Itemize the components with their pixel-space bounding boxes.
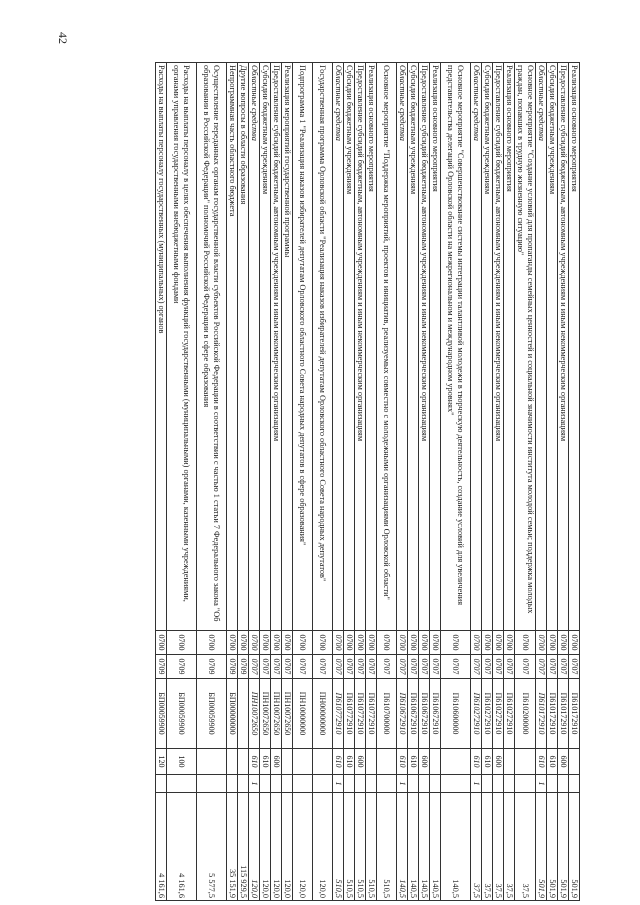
source-code <box>313 775 333 793</box>
target-article-code: ПН10072650 <box>271 679 282 749</box>
expense-type-code: 610 <box>249 749 260 775</box>
table-row <box>397 63 408 901</box>
target-article-code: П610672910 <box>430 679 441 749</box>
table-row <box>333 63 344 901</box>
target-article-code: П610672910 <box>397 679 408 749</box>
expense-type-code <box>313 749 333 775</box>
source-code <box>197 775 227 793</box>
section-code: 0700 <box>536 631 547 655</box>
row-name: Предоставление субсидий бюджетным, автономным учреждениям и иным некоммерческим организациям <box>271 63 282 631</box>
section-code: 0700 <box>333 631 344 655</box>
source-code <box>293 775 313 793</box>
subsection-code: 0707 <box>355 655 366 679</box>
amount: 120,0 <box>249 793 260 901</box>
section-code: 0700 <box>355 631 366 655</box>
row-name: Основное мероприятие "Поддержка мероприятий, проектов и инициатив, реализуемых совместно с молодежными организациями Орловской области" <box>377 63 397 631</box>
table-row <box>227 63 238 901</box>
table-row <box>482 63 493 901</box>
table-row <box>313 63 333 901</box>
row-name: Субсидии бюджетным учреждениям <box>482 63 493 631</box>
subsection-code: 0707 <box>293 655 313 679</box>
row-name: Предоставление субсидий бюджетным, автономным учреждениям и иным некоммерческим организациям <box>419 63 430 631</box>
target-article-code: П610172910 <box>558 679 569 749</box>
target-article-code: П610172910 <box>547 679 558 749</box>
subsection-code: 0707 <box>547 655 558 679</box>
subsection-code: 0707 <box>419 655 430 679</box>
target-article-code: БП00000000 <box>227 679 238 749</box>
subsection-code: 0709 <box>197 655 227 679</box>
expense-type-code <box>366 749 377 775</box>
row-name: Реализация основного мероприятия <box>366 63 377 631</box>
expense-type-code <box>430 749 441 775</box>
amount: 4 161,6 <box>156 793 167 901</box>
table-row <box>547 63 558 901</box>
expense-type-code: 600 <box>558 749 569 775</box>
target-article-code: П610172910 <box>536 679 547 749</box>
expense-type-code <box>441 749 471 775</box>
source-code: 1 <box>536 775 547 793</box>
table-row <box>355 63 366 901</box>
section-code: 0700 <box>249 631 260 655</box>
expense-type-code <box>515 749 536 775</box>
table-row <box>377 63 397 901</box>
target-article-code: П610772910 <box>333 679 344 749</box>
source-code <box>344 775 355 793</box>
subsection-code: 0707 <box>313 655 333 679</box>
section-code: 0700 <box>282 631 293 655</box>
source-code <box>366 775 377 793</box>
expense-type-code: 610 <box>260 749 271 775</box>
source-code: 1 <box>471 775 482 793</box>
expense-type-code <box>293 749 313 775</box>
table-row <box>430 63 441 901</box>
subsection-code: 0707 <box>504 655 515 679</box>
row-name: Основное мероприятие "Совершенствование системы интеграции талантливой молодежи в творческую деятельность, создание условий для увеличения представительства делегаций Орловской области на межрегиональном и международном уровнях" <box>441 63 471 631</box>
section-code: 0700 <box>238 631 249 655</box>
expense-type-code <box>197 749 227 775</box>
table-row <box>558 63 569 901</box>
subsection-code: 0707 <box>430 655 441 679</box>
target-article-code: П610272910 <box>471 679 482 749</box>
table-row <box>471 63 482 901</box>
target-article-code: П610672910 <box>419 679 430 749</box>
row-name: Расходы на выплаты персоналу в целях обеспечения выполнения функций государственными (муниципальными) органами, казенными учреждениями, органами управления государственными внебюджетными фондами <box>167 63 197 631</box>
expense-type-code: 600 <box>271 749 282 775</box>
table-row <box>282 63 293 901</box>
subsection-code: 0707 <box>558 655 569 679</box>
amount: 140,5 <box>397 793 408 901</box>
source-code <box>482 775 493 793</box>
expense-type-code: 100 <box>167 749 197 775</box>
target-article-code: ПН10000000 <box>293 679 313 749</box>
subsection-code: 0707 <box>271 655 282 679</box>
amount: 120,0 <box>313 793 333 901</box>
row-name: Реализация мероприятий государственной программы <box>282 63 293 631</box>
table-row <box>493 63 504 901</box>
table-row <box>249 63 260 901</box>
page-number: 42 <box>56 32 70 44</box>
amount: 501,9 <box>536 793 547 901</box>
table-row <box>504 63 515 901</box>
section-code: 0700 <box>493 631 504 655</box>
amount: 510,5 <box>366 793 377 901</box>
subsection-code: 0707 <box>344 655 355 679</box>
expense-type-code: 610 <box>333 749 344 775</box>
target-article-code: П610600000 <box>441 679 471 749</box>
subsection-code: 0707 <box>333 655 344 679</box>
subsection-code: 0707 <box>249 655 260 679</box>
subsection-code: 0709 <box>167 655 197 679</box>
table-row <box>344 63 355 901</box>
target-article-code: П610700000 <box>377 679 397 749</box>
source-code <box>493 775 504 793</box>
section-code: 0700 <box>558 631 569 655</box>
amount: 120,0 <box>282 793 293 901</box>
source-code <box>419 775 430 793</box>
section-code: 0700 <box>227 631 238 655</box>
subsection-code: 0707 <box>282 655 293 679</box>
section-code: 0700 <box>471 631 482 655</box>
amount: 510,5 <box>355 793 366 901</box>
expense-type-code: 610 <box>547 749 558 775</box>
section-code: 0700 <box>313 631 333 655</box>
source-code <box>227 775 238 793</box>
source-code <box>156 775 167 793</box>
target-article-code: П610272910 <box>504 679 515 749</box>
target-article-code: БП00059900 <box>156 679 167 749</box>
section-code: 0700 <box>260 631 271 655</box>
row-name: Непрограммная часть областного бюджета <box>227 63 238 631</box>
table-row <box>238 63 249 901</box>
row-name: Областные средства <box>397 63 408 631</box>
row-name: Субсидии бюджетным учреждениям <box>260 63 271 631</box>
expense-type-code <box>282 749 293 775</box>
target-article-code: П610200000 <box>515 679 536 749</box>
subsection-code: 0707 <box>482 655 493 679</box>
row-name: Областные средства <box>333 63 344 631</box>
source-code <box>355 775 366 793</box>
target-article-code <box>238 679 249 749</box>
amount: 510,5 <box>333 793 344 901</box>
section-code: 0700 <box>515 631 536 655</box>
target-article-code: П610772910 <box>355 679 366 749</box>
subsection-code: 0707 <box>441 655 471 679</box>
row-name: Реализация основного мероприятия <box>504 63 515 631</box>
target-article-code: БП00059900 <box>167 679 197 749</box>
budget-table <box>155 62 580 901</box>
table-row <box>441 63 471 901</box>
target-article-code: П610672910 <box>408 679 419 749</box>
section-code: 0700 <box>197 631 227 655</box>
amount: 37,5 <box>515 793 536 901</box>
target-article-code: ПН10072650 <box>282 679 293 749</box>
expense-type-code: 610 <box>471 749 482 775</box>
section-code: 0700 <box>293 631 313 655</box>
amount: 120,0 <box>260 793 271 901</box>
section-code: 0700 <box>430 631 441 655</box>
row-name: Реализация основного мероприятия <box>569 63 580 631</box>
source-code <box>271 775 282 793</box>
subsection-code: 0707 <box>408 655 419 679</box>
amount: 120,0 <box>271 793 282 901</box>
source-code <box>547 775 558 793</box>
table-row <box>515 63 536 901</box>
table-row <box>569 63 580 901</box>
section-code: 0700 <box>366 631 377 655</box>
amount: 37,5 <box>482 793 493 901</box>
source-code: 1 <box>249 775 260 793</box>
table-row <box>271 63 282 901</box>
table-row <box>197 63 227 901</box>
subsection-code: 0707 <box>377 655 397 679</box>
target-article-code: П610272910 <box>482 679 493 749</box>
section-code: 0700 <box>441 631 471 655</box>
amount: 140,5 <box>419 793 430 901</box>
expense-type-code: 600 <box>493 749 504 775</box>
source-code <box>282 775 293 793</box>
row-name: Осуществление переданных органам государственной власти субъектов Российской Федерации в соответствии с частью 1 статьи 7 Федерального закона "Об образовании в Российской Федерации" полномочий Российской Федерации в сфере образования <box>197 63 227 631</box>
section-code: 0700 <box>271 631 282 655</box>
amount: 37,5 <box>493 793 504 901</box>
row-name: Областные средства <box>471 63 482 631</box>
source-code: 1 <box>333 775 344 793</box>
amount: 5 577,5 <box>197 793 227 901</box>
table-row <box>536 63 547 901</box>
section-code: 0700 <box>167 631 197 655</box>
expense-type-code: 600 <box>419 749 430 775</box>
row-name: Субсидии бюджетным учреждениям <box>344 63 355 631</box>
expense-type-code: 600 <box>355 749 366 775</box>
row-name: Областные средства <box>249 63 260 631</box>
subsection-code: 0707 <box>536 655 547 679</box>
amount: 120,0 <box>293 793 313 901</box>
target-article-code: ПН10072650 <box>249 679 260 749</box>
target-article-code: П610772910 <box>366 679 377 749</box>
target-article-code: БП00059900 <box>197 679 227 749</box>
source-code <box>430 775 441 793</box>
expense-type-code <box>504 749 515 775</box>
section-code: 0700 <box>344 631 355 655</box>
row-name: Субсидии бюджетным учреждениям <box>408 63 419 631</box>
row-name: Расходы на выплаты персоналу государственных (муниципальных) органов <box>156 63 167 631</box>
subsection-code: 0707 <box>493 655 504 679</box>
subsection-code: 0707 <box>397 655 408 679</box>
expense-type-code <box>227 749 238 775</box>
expense-type-code <box>569 749 580 775</box>
amount: 37,5 <box>471 793 482 901</box>
amount: 501,9 <box>558 793 569 901</box>
row-name: Предоставление субсидий бюджетным, автономным учреждениям и иным некоммерческим организациям <box>558 63 569 631</box>
source-code <box>515 775 536 793</box>
source-code <box>504 775 515 793</box>
table-row <box>419 63 430 901</box>
amount: 4 161,6 <box>167 793 197 901</box>
section-code: 0700 <box>504 631 515 655</box>
subsection-code: 0707 <box>471 655 482 679</box>
source-code: 1 <box>397 775 408 793</box>
subsection-code: 0709 <box>156 655 167 679</box>
expense-type-code: 610 <box>408 749 419 775</box>
expense-type-code: 610 <box>397 749 408 775</box>
row-name: Государственная программа Орловской области "Реализация наказов избирателей депутатам Орловского областного Совета народных депутатов" <box>313 63 333 631</box>
table-row <box>366 63 377 901</box>
source-code <box>408 775 419 793</box>
subsection-code: 0707 <box>515 655 536 679</box>
section-code: 0700 <box>397 631 408 655</box>
table-row <box>260 63 271 901</box>
target-article-code: П610272910 <box>493 679 504 749</box>
expense-type-code <box>238 749 249 775</box>
row-name: Предоставление субсидий бюджетным, автономным учреждениям и иным некоммерческим организациям <box>493 63 504 631</box>
source-code <box>238 775 249 793</box>
subsection-code: 0709 <box>227 655 238 679</box>
section-code: 0700 <box>377 631 397 655</box>
subsection-code: 0707 <box>366 655 377 679</box>
subsection-code: 0707 <box>569 655 580 679</box>
amount: 35 151,9 <box>227 793 238 901</box>
source-code <box>558 775 569 793</box>
source-code <box>260 775 271 793</box>
target-article-code: ПН10072650 <box>260 679 271 749</box>
amount: 140,5 <box>441 793 471 901</box>
table-row <box>167 63 197 901</box>
source-code <box>377 775 397 793</box>
target-article-code: ПН00000000 <box>313 679 333 749</box>
table-row <box>293 63 313 901</box>
section-code: 0700 <box>156 631 167 655</box>
amount: 501,9 <box>569 793 580 901</box>
table-row <box>408 63 419 901</box>
section-code: 0700 <box>408 631 419 655</box>
table-body <box>156 63 580 901</box>
expense-type-code <box>377 749 397 775</box>
expense-type-code: 120 <box>156 749 167 775</box>
row-name: Субсидии бюджетным учреждениям <box>547 63 558 631</box>
row-name: Подпрограмма 1 "Реализация наказов избирателей депутатам Орловского областного Совета народных депутатов в сфере образования" <box>293 63 313 631</box>
subsection-code: 0707 <box>260 655 271 679</box>
expense-type-code: 610 <box>482 749 493 775</box>
target-article-code: П610772910 <box>344 679 355 749</box>
row-name: Реализация основного мероприятия <box>430 63 441 631</box>
amount: 115 929,5 <box>238 793 249 901</box>
section-code: 0700 <box>419 631 430 655</box>
source-code <box>441 775 471 793</box>
amount: 510,5 <box>377 793 397 901</box>
amount: 501,9 <box>547 793 558 901</box>
source-code <box>569 775 580 793</box>
row-name: Областные средства <box>536 63 547 631</box>
row-name: Другие вопросы в области образования <box>238 63 249 631</box>
expense-type-code: 610 <box>344 749 355 775</box>
amount: 510,5 <box>344 793 355 901</box>
section-code: 0700 <box>547 631 558 655</box>
amount: 37,5 <box>504 793 515 901</box>
row-name: Основное мероприятие "Создание условий для пропаганды семейных ценностей и социальной значимости института молодой семьи; поддержка молодых граждан, попавших в трудную жизненную ситуацию" <box>515 63 536 631</box>
subsection-code: 0709 <box>238 655 249 679</box>
section-code: 0700 <box>482 631 493 655</box>
expense-type-code: 610 <box>536 749 547 775</box>
table-row <box>156 63 167 901</box>
section-code: 0700 <box>569 631 580 655</box>
amount: 140,5 <box>408 793 419 901</box>
row-name: Предоставление субсидий бюджетным, автономным учреждениям и иным некоммерческим организациям <box>355 63 366 631</box>
source-code <box>167 775 197 793</box>
amount: 140,5 <box>430 793 441 901</box>
target-article-code: П610172910 <box>569 679 580 749</box>
budget-table-container <box>60 62 580 900</box>
